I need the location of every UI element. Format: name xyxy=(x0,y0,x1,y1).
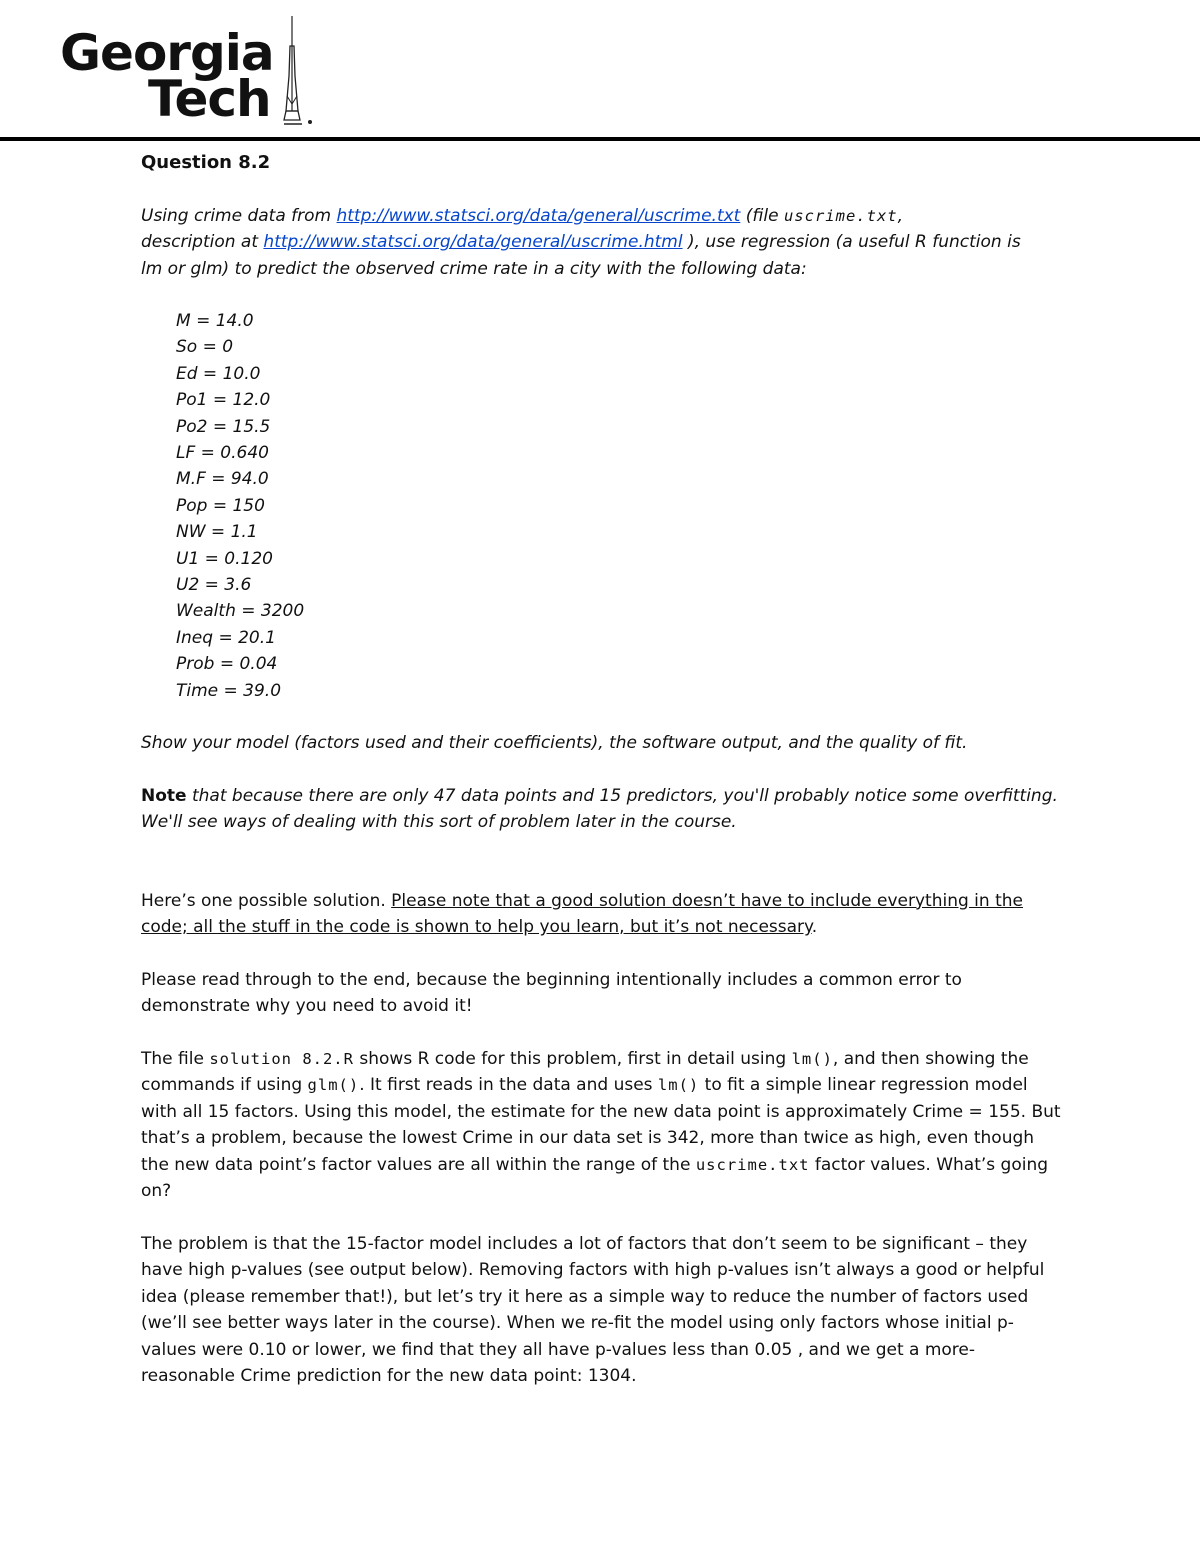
variable-item: Time = 39.0 xyxy=(176,680,282,701)
solution-intro xyxy=(141,888,1061,941)
variable-item: NW = 1.1 xyxy=(176,522,258,543)
variable-item: U1 = 0.120 xyxy=(176,548,273,569)
variable-item: Prob = 0.04 xyxy=(176,654,278,675)
logo-word-tech: Tech xyxy=(148,70,271,128)
note-text: that because there are only 47 data points and 15 predictors, you'll probably notice some overfitting. We'll see ways of dealing with this sort of problem later in the course. xyxy=(141,785,1058,833)
file-name: uscrime.txt xyxy=(783,206,898,225)
intro-text: description at xyxy=(141,232,264,252)
problem-explanation-paragraph: The problem is that the 15-factor model includes a lot of factors that don’t seem to be significant – they have high p-values (see output below). Removing factors with high p-values isn’t always a good or helpful idea (please remember that!), but let’s try it here as a simple way to reduce the number of factors used (we’ll see better ways later in the course). When we re-fit the model using only factors whose initial p-values were 0.10 or lower, we find that they all have p-values less than 0.05 , and we get a more-reasonable Crime prediction for the new data point: 1304. xyxy=(141,1233,1045,1387)
show-model-instruction: Show your model (factors used and their coefficients), the software output, and the quality of fit. xyxy=(141,733,968,754)
uscrime-txt-link[interactable]: http://www.statsci.org/data/general/uscrime.txt xyxy=(336,205,741,226)
variable-item: Wealth = 3200 xyxy=(176,601,305,622)
text: to fit a simple linear regression model with all 15 factors. Using this model, the estimate for the new data point is approximately Crime = 155. But that’s a problem, because the lowest Crime in our data set is 342, more than twice as high, even though the new data point’s factor values are all within the range of the xyxy=(141,1075,1061,1175)
variable-item: M = 14.0 xyxy=(176,311,254,331)
question-title: Question 8.2 xyxy=(141,152,271,173)
tech-tower-icon xyxy=(282,16,322,128)
solution-lead: Here’s one possible solution. xyxy=(141,890,392,911)
georgia-tech-logo xyxy=(60,16,330,128)
intro-text: (file xyxy=(740,205,784,226)
solution-end: . xyxy=(811,917,818,938)
intro-text: ), use regression (a useful R function is xyxy=(682,232,1021,252)
text: , and then showing the commands if using xyxy=(141,1048,1029,1096)
variable-item: M.F = 94.0 xyxy=(176,469,269,490)
read-through-paragraph: Please read through to the end, because the beginning intentionally includes a common error to demonstrate why you need to avoid it! xyxy=(141,969,962,1017)
text: shows R code for this problem, first in detail using xyxy=(353,1048,792,1069)
variable-item: So = 0 xyxy=(176,337,234,358)
text: The file xyxy=(141,1048,210,1069)
variable-item: Ineq = 20.1 xyxy=(176,627,276,648)
variable-list xyxy=(141,308,1061,704)
text: . It first reads in the data and uses xyxy=(359,1075,658,1096)
variable-item: LF = 0.640 xyxy=(176,443,269,464)
text: factor values. What’s going on? xyxy=(141,1154,1049,1202)
uscrime-html-link[interactable]: http://www.statsci.org/data/general/uscrime.html xyxy=(263,232,683,252)
document-body xyxy=(141,150,1061,1390)
intro-text: Using crime data from xyxy=(141,205,337,226)
code-glm: glm() xyxy=(307,1076,360,1095)
note-label: Note xyxy=(141,785,187,806)
intro-text: lm or glm) to predict the observed crime rate in a city with the following data: xyxy=(141,258,807,279)
variable-item: Po2 = 15.5 xyxy=(176,416,271,437)
logo-word-georgia: Georgia xyxy=(60,24,274,82)
code-lm: lm() xyxy=(791,1049,833,1068)
intro-text: , xyxy=(897,205,904,226)
code-lm: lm() xyxy=(657,1076,700,1095)
variable-item: U2 = 3.6 xyxy=(176,575,252,596)
variable-item: Pop = 150 xyxy=(176,495,265,516)
file-name: uscrime.txt xyxy=(695,1155,810,1174)
variable-item: Po1 = 12.0 xyxy=(176,390,271,411)
variable-item: Ed = 10.0 xyxy=(176,363,261,384)
solution-code-paragraph xyxy=(141,1046,1061,1205)
note-paragraph xyxy=(141,783,1061,836)
question-intro xyxy=(141,203,1061,283)
solution-note-underlined: Please note that a good solution doesn’t have to include everything in the code; all the stuff in the code is shown to help you learn, but it’s not necessary xyxy=(141,890,1023,938)
file-name: solution 8.2.R xyxy=(209,1049,354,1068)
header-divider xyxy=(0,137,1200,141)
